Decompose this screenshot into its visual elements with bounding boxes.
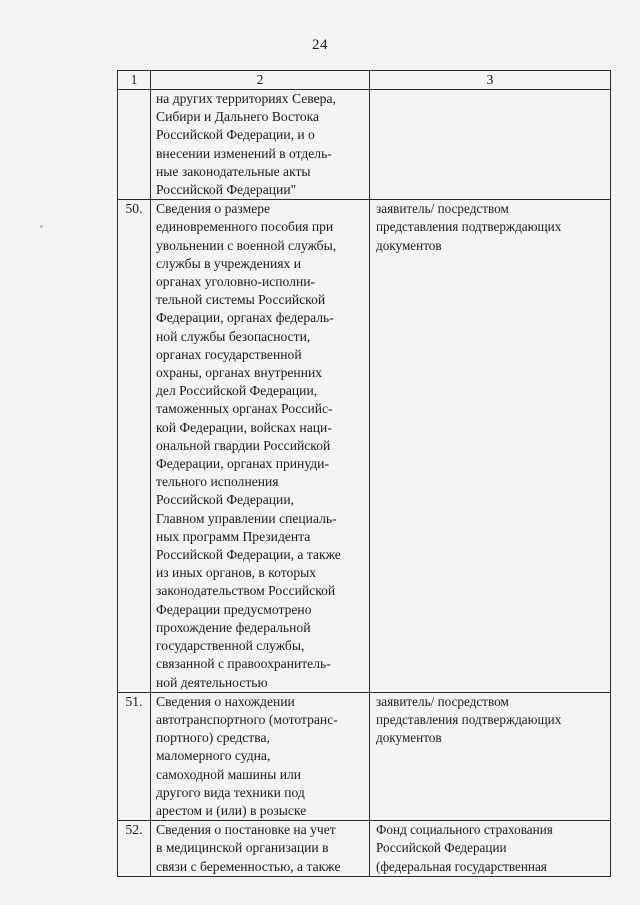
description-line: ные законодательные акты bbox=[156, 163, 311, 179]
column-header-2: 2 bbox=[151, 71, 370, 90]
row-description bbox=[151, 692, 370, 820]
row-number bbox=[118, 90, 151, 200]
source-line: заявитель/ посредством bbox=[376, 693, 509, 709]
description-line: внесении изменений в отдель- bbox=[156, 145, 332, 161]
description-line: Российской Федерации" bbox=[156, 182, 297, 198]
row-number: 52. bbox=[118, 821, 151, 877]
description-line: Федерации, органах федераль- bbox=[156, 310, 334, 326]
source-line: представления подтверждающих bbox=[376, 711, 562, 727]
description-line: Российской Федерации, bbox=[156, 492, 294, 508]
row-source bbox=[370, 200, 611, 692]
description-line: тельной системы Российской bbox=[156, 292, 326, 308]
description-line: ных программ Президента bbox=[156, 528, 311, 544]
description-line: Сибири и Дальнего Востока bbox=[156, 109, 320, 125]
table-row bbox=[118, 200, 611, 692]
source-line: документов bbox=[376, 237, 442, 253]
scan-speck bbox=[40, 225, 43, 228]
description-line: связанной с правоохранитель- bbox=[156, 656, 331, 672]
description-line: кой Федерации, войсках наци- bbox=[156, 419, 332, 435]
description-line: единовременного пособия при bbox=[156, 219, 334, 235]
row-description bbox=[151, 90, 370, 200]
description-line: законодательством Российской bbox=[156, 583, 336, 599]
source-line: документов bbox=[376, 730, 442, 746]
description-line: из иных органов, в которых bbox=[156, 565, 317, 581]
table-header-row bbox=[118, 71, 611, 90]
source-line: Российской Федерации bbox=[376, 840, 507, 856]
column-header-3: 3 bbox=[370, 71, 611, 90]
description-line: ональной гвардии Российской bbox=[156, 437, 331, 453]
description-line: органах государственной bbox=[156, 346, 302, 362]
description-line: Российской Федерации, и о bbox=[156, 127, 315, 143]
row-number: 50. bbox=[118, 200, 151, 692]
description-line: арестом и (или) в розыске bbox=[156, 802, 307, 818]
row-source bbox=[370, 821, 611, 877]
description-line: в медицинской организации в bbox=[156, 840, 329, 856]
row-source bbox=[370, 692, 611, 820]
description-line: Главном управлении специаль- bbox=[156, 510, 337, 526]
description-line: связи с беременностью, а также bbox=[156, 858, 341, 874]
row-number: 51. bbox=[118, 692, 151, 820]
description-line: государственной службы, bbox=[156, 638, 305, 654]
source-line: (федеральная государственная bbox=[376, 858, 547, 874]
description-line: Сведения о постановке на учет bbox=[156, 822, 336, 838]
description-line: Российской Федерации, а также bbox=[156, 547, 341, 563]
description-line: Сведения о размере bbox=[156, 201, 271, 217]
description-line: Федерации предусмотрено bbox=[156, 601, 312, 617]
description-line: Федерации, органах принуди- bbox=[156, 456, 329, 472]
table-row bbox=[118, 90, 611, 200]
description-line: увольнении с военной службы, bbox=[156, 237, 337, 253]
source-line: представления подтверждающих bbox=[376, 219, 562, 235]
description-line: органах уголовно-исполни- bbox=[156, 274, 316, 290]
description-line: тельного исполнения bbox=[156, 474, 279, 490]
description-line: самоходной машины или bbox=[156, 766, 302, 782]
row-description bbox=[151, 821, 370, 877]
source-line: заявитель/ посредством bbox=[376, 201, 509, 217]
table-row bbox=[118, 821, 611, 877]
page-number: 24 bbox=[312, 37, 328, 53]
description-line: ной службы безопасности, bbox=[156, 328, 311, 344]
description-line: дел Российской Федерации, bbox=[156, 383, 318, 399]
description-line: ной деятельностью bbox=[156, 674, 268, 690]
description-line: охраны, органах внутренних bbox=[156, 365, 323, 381]
row-source bbox=[370, 90, 611, 200]
description-line: автотранспортного (мототранс- bbox=[156, 711, 338, 727]
description-line: портного) средства, bbox=[156, 730, 270, 746]
description-line: Сведения о нахождении bbox=[156, 693, 295, 709]
source-line: Фонд социального страхования bbox=[376, 822, 553, 838]
document-table bbox=[117, 70, 611, 877]
description-line: маломерного судна, bbox=[156, 748, 271, 764]
description-line: другого вида техники под bbox=[156, 784, 305, 800]
description-line: прохождение федеральной bbox=[156, 619, 311, 635]
table-row bbox=[118, 692, 611, 820]
description-line: службы в учреждениях и bbox=[156, 255, 301, 271]
row-description bbox=[151, 200, 370, 692]
column-header-1: 1 bbox=[118, 71, 151, 90]
description-line: таможенных органах Российс- bbox=[156, 401, 333, 417]
description-line: на других территориях Севера, bbox=[156, 91, 336, 106]
